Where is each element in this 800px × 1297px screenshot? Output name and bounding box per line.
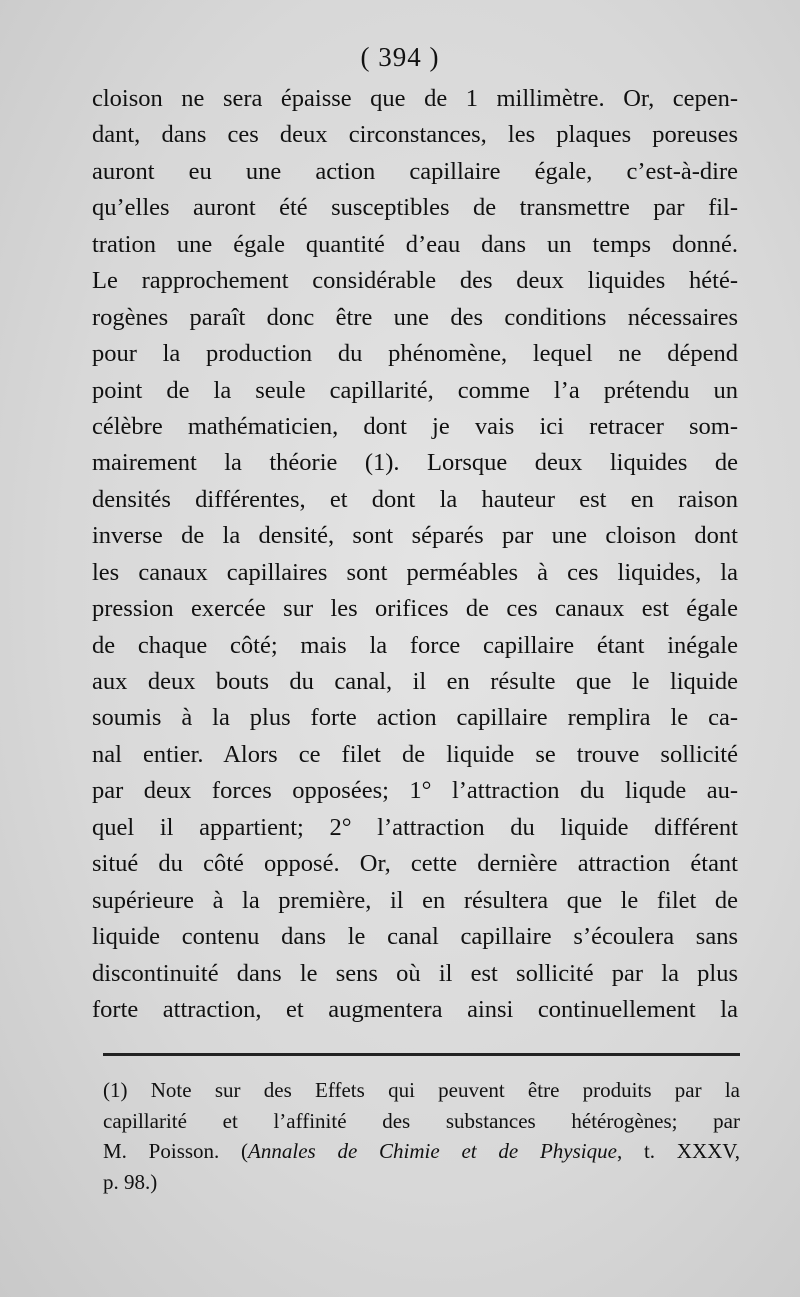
- text-line: rogènes paraît donc être une des conditions nécessaires: [92, 303, 738, 331]
- text-line: pression exercée sur les orifices de ces canaux est égale: [92, 595, 738, 623]
- text-line: discontinuité dans le sens où il est sollicité par la plus: [92, 959, 738, 987]
- footnote-volume: , t. XXXV,: [616, 1139, 740, 1163]
- text-line: Le rapprochement considérable des deux liquides hété-: [92, 267, 738, 295]
- text-line: point de la seule capillarité, comme l’a prétendu un: [92, 376, 738, 404]
- text-line: tration une égale quantité d’eau dans un temps donné.: [92, 230, 738, 258]
- footnote: [103, 1075, 740, 1197]
- footnote-citation-line: [103, 1136, 740, 1167]
- page-number: ( 394 ): [360, 42, 440, 72]
- footnote-line: (1) Note sur des Effets qui peuvent être produits par la: [103, 1078, 740, 1102]
- text-line: pour la production du phénomène, lequel ne dépend: [92, 340, 738, 368]
- text-line: auront eu une action capillaire égale, c’est-à-dire: [92, 157, 738, 185]
- text-line: quel il appartient; 2° l’attraction du liquide différent: [92, 813, 738, 841]
- text-line: inverse de la densité, sont séparés par une cloison dont: [92, 522, 738, 550]
- text-line: dant, dans ces deux circonstances, les plaques poreuses: [92, 121, 738, 149]
- footnote-line: p. 98.): [103, 1169, 158, 1194]
- text-line: liquide contenu dans le canal capillaire s’écoulera sans: [92, 923, 738, 951]
- text-line: soumis à la plus forte action capillaire remplira le ca-: [92, 704, 738, 732]
- text-line: par deux forces opposées; 1° l’attraction du liqude au-: [92, 777, 738, 805]
- text-line: les canaux capillaires sont perméables à ces liquides, la: [92, 558, 738, 586]
- text-line: célèbre mathématicien, dont je vais ici retracer som-: [92, 412, 738, 440]
- text-line: situé du côté opposé. Or, cette dernière attraction étant: [92, 850, 738, 878]
- text-line: de chaque côté; mais la force capillaire étant inégale: [92, 631, 738, 659]
- footnote-author: M. Poisson. (: [103, 1139, 249, 1163]
- text-line: aux deux bouts du canal, il en résulte que le liquide: [92, 668, 738, 695]
- text-line: cloison ne sera épaisse que de 1 millimètre. Or, cepen-: [92, 85, 738, 112]
- text-line: qu’elles auront été susceptibles de transmettre par fil-: [92, 194, 738, 222]
- text-line: nal entier. Alors ce filet de liquide se trouve sollicité: [92, 740, 738, 768]
- text-line: forte attraction, et augmentera ainsi continuellement la: [92, 995, 738, 1023]
- text-line: densités différentes, et dont la hauteur est en raison: [92, 485, 738, 513]
- journal-title: Annales de Chimie et de Physique: [248, 1139, 617, 1163]
- text-line: mairement la théorie (1). Lorsque deux liquides de: [92, 449, 738, 477]
- footnote-line: capillarité et l’affinité des substances hétérogènes; par: [103, 1108, 740, 1133]
- body-text: [92, 81, 738, 1028]
- footnote-rule: [103, 1053, 740, 1056]
- text-line: supérieure à la première, il en résultera que le filet de: [92, 886, 738, 914]
